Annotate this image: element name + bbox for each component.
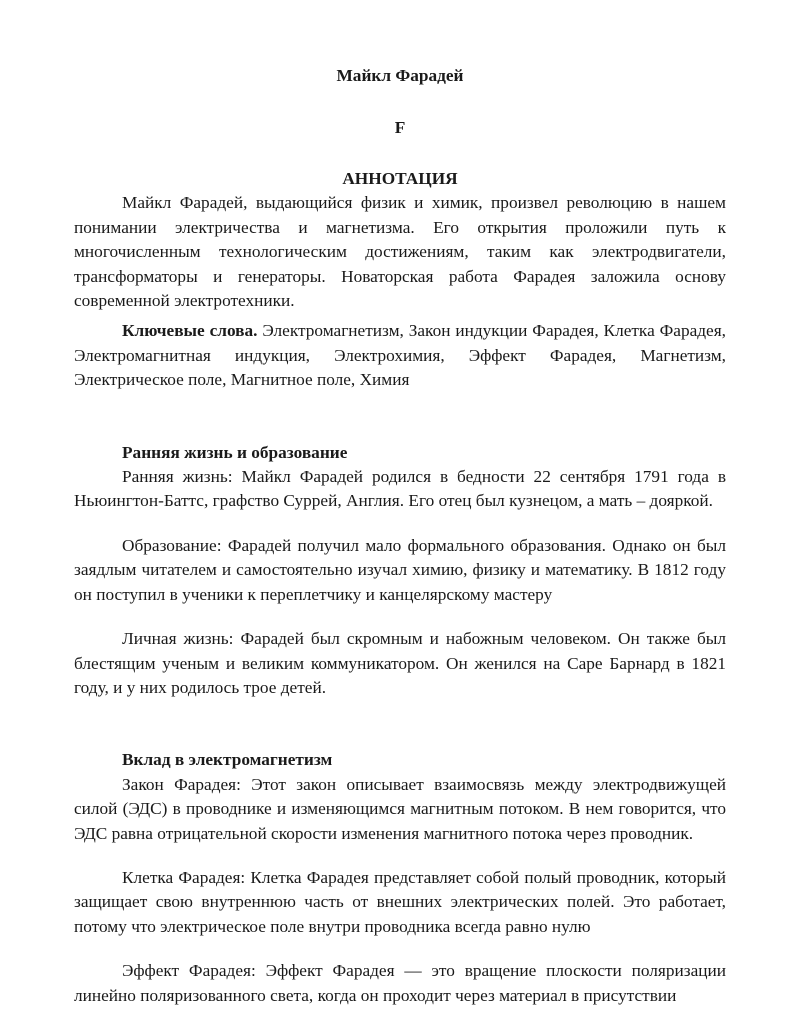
paragraph-faraday-effect: Эффект Фарадея: Эффект Фарадея — это вращение плоскости поляризации линейно поляризованного света, когда он проходит через материал в присутствии — [74, 961, 726, 1005]
keywords-label: Ключевые слова. — [122, 321, 258, 341]
section-heading-early-life: Ранняя жизнь и образование — [122, 442, 348, 462]
paragraph-personal-life: Личная жизнь: Фарадей был скромным и набожным человеком. Он также был блестящим ученым и великим коммуникатором. Он женился на Саре Барнард в 1821 году, и у них родилось трое детей. — [74, 629, 726, 697]
keywords-list: Электромагнетизм, Закон индукции Фарадея, Клетка Фарадея, Электромагнитная индукция, Электрохимия, Эффект Фарадея, Магнетизм, Электрическое поле, Магнитное поле, Химия — [74, 321, 726, 390]
keywords-paragraph — [74, 319, 726, 392]
document-title: Майкл Фарадей — [336, 66, 464, 85]
paragraph-early-life: Ранняя жизнь: Майкл Фарадей родился в бедности 22 сентября 1791 года в Ньюингтон-Баттс, графство Суррей, Англия. Его отец был кузнецом, а мать – дояркой. — [74, 467, 726, 511]
paragraph-education: Образование: Фарадей получил мало формального образования. Однако он был заядлым читателем и самостоятельно изучал химию, физику и математику. В 1812 году он поступил в ученики к переплетчику и канцелярскому мастеру — [74, 535, 726, 604]
section-heading-electromagnetism: Вклад в электромагнетизм — [122, 750, 333, 770]
paragraph-faraday-cage: Клетка Фарадея: Клетка Фарадея представляет собой полый проводник, который защищает свою внутреннюю часть от внешних электрических полей. Это работает, потому что электрическое поле внутри проводника всегда равно нулю — [74, 867, 726, 936]
abstract-paragraph: Майкл Фарадей, выдающийся физик и химик, произвел революцию в нашем понимании электричества и магнетизма. Его открытия проложили путь к многочисленным технологическим достижениям, таким как электродвигатели, трансформаторы и генераторы. Новаторская работа Фарадея заложила основу современной электротехники. — [74, 193, 726, 311]
document-body — [74, 64, 726, 1008]
title-letter: F — [394, 118, 406, 137]
paragraph-faraday-law: Закон Фарадея: Этот закон описывает взаимосвязь между электродвижущей силой (ЭДС) в проводнике и изменяющимся магнитным потоком. В нем говорится, что ЭДС равна отрицательной скорости изменения магнитного потока через проводник. — [74, 774, 726, 843]
abstract-heading: АННОТАЦИЯ — [342, 169, 458, 188]
